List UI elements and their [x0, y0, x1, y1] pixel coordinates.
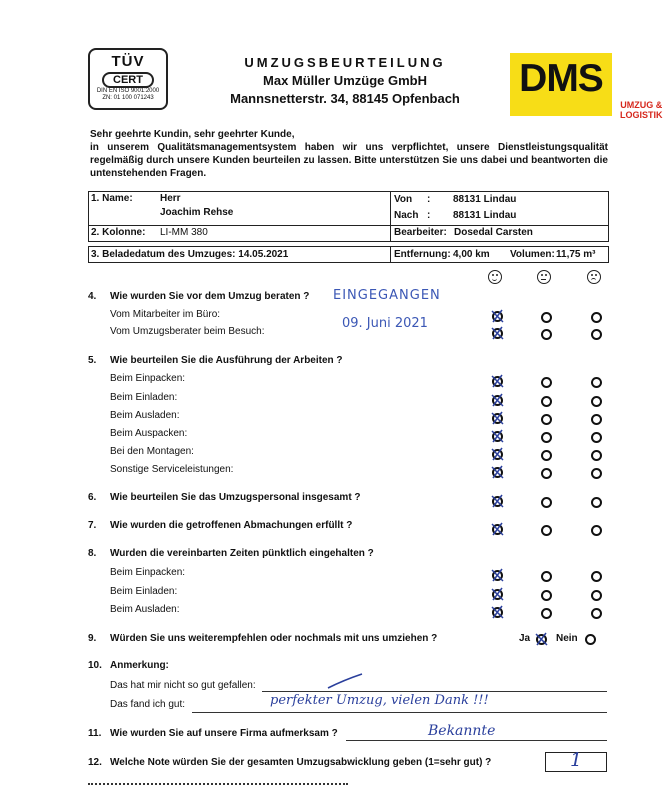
q5-number: 5.	[88, 355, 97, 366]
cert-norm: DIN EN ISO 9001:2000	[96, 88, 160, 94]
von-label: Von	[394, 194, 413, 205]
rating-option-1-1[interactable]	[541, 329, 552, 340]
q5-item-5: Bei den Montagen:	[110, 446, 194, 457]
q11-text: Wie wurden Sie auf unsere Firma aufmerksam ?	[110, 728, 338, 739]
check-mark-icon	[490, 392, 506, 408]
tuv-cert-logo	[88, 48, 168, 110]
rating-option-12-2[interactable]	[591, 608, 602, 619]
document-title: UMZUGSBEURTEILUNG	[244, 55, 446, 70]
q9-number: 9.	[88, 633, 97, 644]
check-mark-icon	[490, 373, 506, 389]
company-address: Mannsnetterstr. 34, 88145 Opfenbach	[230, 91, 460, 106]
q5-text: Wie beurteilen Sie die Ausführung der Arbeiten ?	[110, 355, 343, 366]
q4-item-2: Vom Umzugsberater beim Besuch:	[110, 326, 265, 337]
rating-option-3-2[interactable]	[591, 396, 602, 407]
rating-option-10-1[interactable]	[541, 571, 552, 582]
rating-option-0-2[interactable]	[591, 312, 602, 323]
rating-option-0-1[interactable]	[541, 312, 552, 323]
q10-negative-line	[262, 691, 607, 692]
volumen-label: Volumen:	[510, 249, 555, 260]
pen-stroke	[326, 672, 366, 690]
tuv-brand: TÜV	[111, 53, 145, 70]
check-mark-icon	[490, 325, 506, 341]
rating-option-3-1[interactable]	[541, 396, 552, 407]
salutation: Herr	[160, 193, 181, 204]
neutral-face-icon	[537, 270, 551, 284]
rating-option-4-2[interactable]	[591, 414, 602, 425]
q4-item-1: Vom Mitarbeiter im Büro:	[110, 309, 221, 320]
q7-number: 7.	[88, 520, 97, 531]
q11-number: 11.	[88, 728, 102, 739]
q8-item-2: Beim Einladen:	[110, 586, 178, 597]
kolonne-value: LI-MM 380	[160, 227, 208, 238]
rating-option-2-2[interactable]	[591, 377, 602, 388]
q5-item-3: Beim Ausladen:	[110, 410, 180, 421]
q8-text: Wurden die vereinbarten Zeiten pünktlich eingehalten ?	[110, 548, 374, 559]
intro-body: in unserem Qualitätsmanagementsystem haben wir uns verpflichtet, unsere Dienstleistungsqualität regelmäßig durch unsere Kunden beurteilen zu lassen. Bitte unterstützen Sie uns dabei und beantworten die untenstehenden Fragen.	[90, 142, 608, 179]
entfernung-value: 4,00 km	[453, 249, 490, 260]
q8-item-3: Beim Ausladen:	[110, 604, 180, 615]
rating-option-6-1[interactable]	[541, 450, 552, 461]
rating-option-6-2[interactable]	[591, 450, 602, 461]
rating-option-2-1[interactable]	[541, 377, 552, 388]
q4-number: 4.	[88, 291, 97, 302]
q11-line	[346, 740, 607, 741]
cert-number: ZN: 01 100 071243	[102, 95, 154, 101]
colon: :	[427, 194, 431, 205]
greeting: Sehr geehrte Kundin, sehr geehrter Kunde,	[90, 129, 295, 140]
check-mark-icon	[490, 586, 506, 602]
q10-positive-label: Das fand ich gut:	[110, 699, 186, 710]
q10-positive-line	[192, 712, 607, 713]
check-mark-icon	[490, 308, 506, 324]
entfernung-label: Entfernung:	[394, 249, 451, 260]
q11-answer: Bekannte	[428, 723, 496, 739]
nach-value: 88131 Lindau	[453, 210, 517, 221]
check-mark-icon	[490, 428, 506, 444]
rating-option-1-2[interactable]	[591, 329, 602, 340]
q12-number: 12.	[88, 757, 102, 768]
q10-negative-label: Das hat mir nicht so gut gefallen:	[110, 680, 256, 691]
check-mark-icon	[490, 446, 506, 462]
q5-item-1: Beim Einpacken:	[110, 373, 186, 384]
check-mark-icon	[490, 493, 506, 509]
q9-nein-option[interactable]	[585, 634, 596, 645]
q10-positive-answer: perfekter Umzug, vielen Dank !!!	[270, 693, 489, 708]
q9-ja-label: Ja	[519, 633, 531, 644]
document-header	[195, 55, 495, 106]
q8-item-1: Beim Einpacken:	[110, 567, 186, 578]
q9-text: Würden Sie uns weiterempfehlen oder nochmals mit uns umziehen ?	[110, 633, 438, 644]
customer-name: Joachim Rehse	[160, 207, 234, 218]
q5-item-2: Beim Einladen:	[110, 392, 178, 403]
q13-cutoff	[88, 780, 368, 786]
rating-option-11-1[interactable]	[541, 590, 552, 601]
rating-option-5-2[interactable]	[591, 432, 602, 443]
bearbeiter-label: Bearbeiter:	[394, 227, 447, 238]
q12-answer: 1	[570, 749, 583, 771]
happy-face-icon	[488, 270, 502, 284]
colon: :	[427, 210, 431, 221]
rating-option-5-1[interactable]	[541, 432, 552, 443]
kolonne-label: 2. Kolonne:	[91, 227, 146, 238]
rating-option-10-2[interactable]	[591, 571, 602, 582]
rating-option-8-2[interactable]	[591, 497, 602, 508]
rating-option-9-2[interactable]	[591, 525, 602, 536]
von-value: 88131 Lindau	[453, 194, 517, 205]
company-name: Max Müller Umzüge GmbH	[263, 73, 427, 88]
check-mark-icon	[490, 604, 506, 620]
rating-option-11-2[interactable]	[591, 590, 602, 601]
check-mark-icon	[490, 464, 506, 480]
check-mark-icon	[490, 567, 506, 583]
nach-label: Nach	[394, 210, 419, 221]
dms-logo-text: DMS	[519, 57, 603, 100]
rating-option-7-2[interactable]	[591, 468, 602, 479]
q5-item-6: Sonstige Serviceleistungen:	[110, 464, 234, 475]
received-stamp: EINGEGANGEN	[333, 288, 441, 303]
q5-item-4: Beim Auspacken:	[110, 428, 188, 439]
bearbeiter-value: Dosedal Carsten	[454, 227, 533, 238]
rating-option-4-1[interactable]	[541, 414, 552, 425]
check-mark-icon	[534, 631, 550, 647]
q10-number: 10.	[88, 660, 102, 671]
stamp-date: 09. Juni 2021	[342, 316, 428, 331]
q4-text: Wie wurden Sie vor dem Umzug beraten ?	[110, 291, 310, 302]
q6-number: 6.	[88, 492, 97, 503]
q10-text: Anmerkung:	[110, 660, 169, 671]
intro-text	[90, 128, 608, 180]
q7-text: Wie wurden die getroffenen Abmachungen erfüllt ?	[110, 520, 353, 531]
q8-number: 8.	[88, 548, 97, 559]
q9-nein-label: Nein	[556, 633, 578, 644]
dms-logo	[510, 53, 663, 120]
rating-option-12-1[interactable]	[541, 608, 552, 619]
rating-option-8-1[interactable]	[541, 497, 552, 508]
check-mark-icon	[490, 410, 506, 426]
rating-option-9-1[interactable]	[541, 525, 552, 536]
q12-text: Welche Note würden Sie der gesamten Umzugsabwicklung geben (1=sehr gut) ?	[110, 757, 492, 768]
cert-badge: CERT	[102, 72, 154, 88]
beladedatum: 3. Beladedatum des Umzuges: 14.05.2021	[91, 249, 289, 260]
rating-option-7-1[interactable]	[541, 468, 552, 479]
volumen-value: 11,75 m³	[556, 249, 596, 260]
check-mark-icon	[490, 521, 506, 537]
info-divider-2	[390, 246, 391, 263]
dms-logo-sub: UMZUG & LOGISTIK	[620, 100, 663, 120]
q6-text: Wie beurteilen Sie das Umzugspersonal insgesamt ?	[110, 492, 361, 503]
name-label: 1. Name:	[91, 193, 133, 204]
sad-face-icon	[587, 270, 601, 284]
